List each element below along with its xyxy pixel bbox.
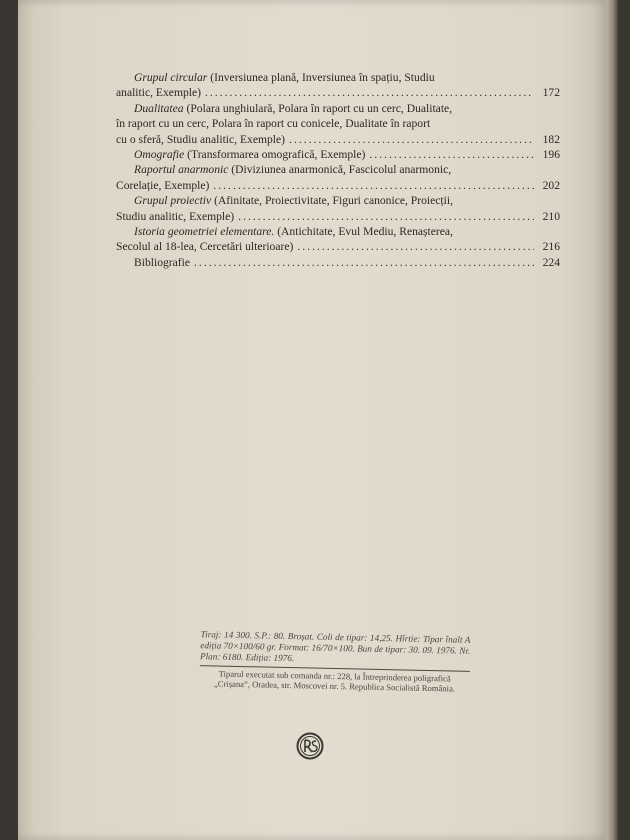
- toc-entry-text: (Polara unghiulară, Polara în raport cu un cerc, Dualitate,: [186, 101, 453, 115]
- toc-entry-title: Bibliografie: [134, 255, 191, 269]
- toc-entry-text: analitic, Exemple): [116, 86, 201, 100]
- publisher-emblem-icon: [296, 732, 324, 760]
- leader-dots: [205, 85, 534, 100]
- toc-page-number: 202: [542, 178, 560, 192]
- colophon: [199, 629, 470, 694]
- toc-page-number: 216: [542, 240, 560, 254]
- toc-entry-omografie: [116, 147, 560, 162]
- printer-info: Tiparul executat sub comanda nr.: 228, la Întreprinderea poligrafică „Crișana”, Oradea, str. Moscovei nr. 5. Republica Socialistă România.: [213, 668, 456, 694]
- toc-entry-text: (Afinitate, Proiectivitate, Figuri canonice, Proiecții,: [214, 194, 453, 208]
- toc-page-number: 182: [542, 132, 560, 146]
- toc-entry-title: Grupul proiectiv: [134, 194, 212, 208]
- toc-entry-title: Dualitatea: [134, 101, 184, 115]
- toc-entry-title: Omografie: [134, 148, 185, 162]
- toc-entry-grupul-circular: [116, 70, 560, 101]
- toc-entry-text: Secolul al 18-lea, Cercetări ulterioare): [116, 240, 294, 254]
- toc-entry-grupul-proiectiv: [116, 193, 560, 224]
- toc-entry-text: cu o sferă, Studiu analitic, Exemple): [116, 132, 286, 146]
- toc-entry-text: (Transformarea omografică, Exemple): [187, 148, 366, 162]
- toc-entry-text: Studiu analitic, Exemple): [116, 209, 235, 223]
- toc-entry-text: Corelație, Exemple): [116, 178, 210, 192]
- toc-page-number: 196: [542, 148, 560, 162]
- leader-dots: [297, 239, 534, 254]
- leader-dots: [213, 178, 534, 193]
- toc-entry-text: (Inversiunea plană, Inversiunea în spațiu, Studiu: [210, 71, 435, 84]
- print-details: Tiraj: 14 300. S.P.: 80. Broșat. Coli de tipar: 14,25. Hîrtie: Tipar înalt A ediția 70×100/60 gr. Format: 16/70×100. Bun de tipar: 30. 09. 1976. Nr. Plan: 6180. Ediția: 1976.: [199, 629, 471, 664]
- toc-entry-text: (Antichitate, Evul Mediu, Renașterea,: [277, 225, 453, 239]
- toc-entry-title: Raportul anarmonic: [134, 163, 229, 177]
- leader-dots: [194, 255, 534, 270]
- toc-entry-title: Istoria geometriei elementare.: [134, 225, 275, 239]
- leader-dots: [238, 209, 534, 224]
- toc-entry-dualitatea: [116, 101, 560, 147]
- leader-dots: [369, 147, 534, 162]
- toc-entry-text: în raport cu un cerc, Polara în raport cu conicele, Dualitate în raport: [116, 117, 431, 131]
- table-of-contents: [116, 70, 560, 270]
- page-edge: [606, 0, 618, 840]
- toc-page-number: 172: [542, 86, 560, 100]
- toc-page-number: 224: [542, 255, 560, 269]
- toc-entry-bibliografie: [116, 255, 560, 270]
- toc-entry-raportul-anarmonic: [116, 162, 560, 193]
- toc-entry-title: Grupul circular: [134, 71, 208, 84]
- toc-entry-istoria-geometriei: [116, 224, 560, 255]
- toc-page-number: 210: [542, 209, 560, 223]
- leader-dots: [289, 132, 534, 147]
- toc-entry-text: (Diviziunea anarmonică, Fascicolul anarmonic,: [231, 163, 452, 177]
